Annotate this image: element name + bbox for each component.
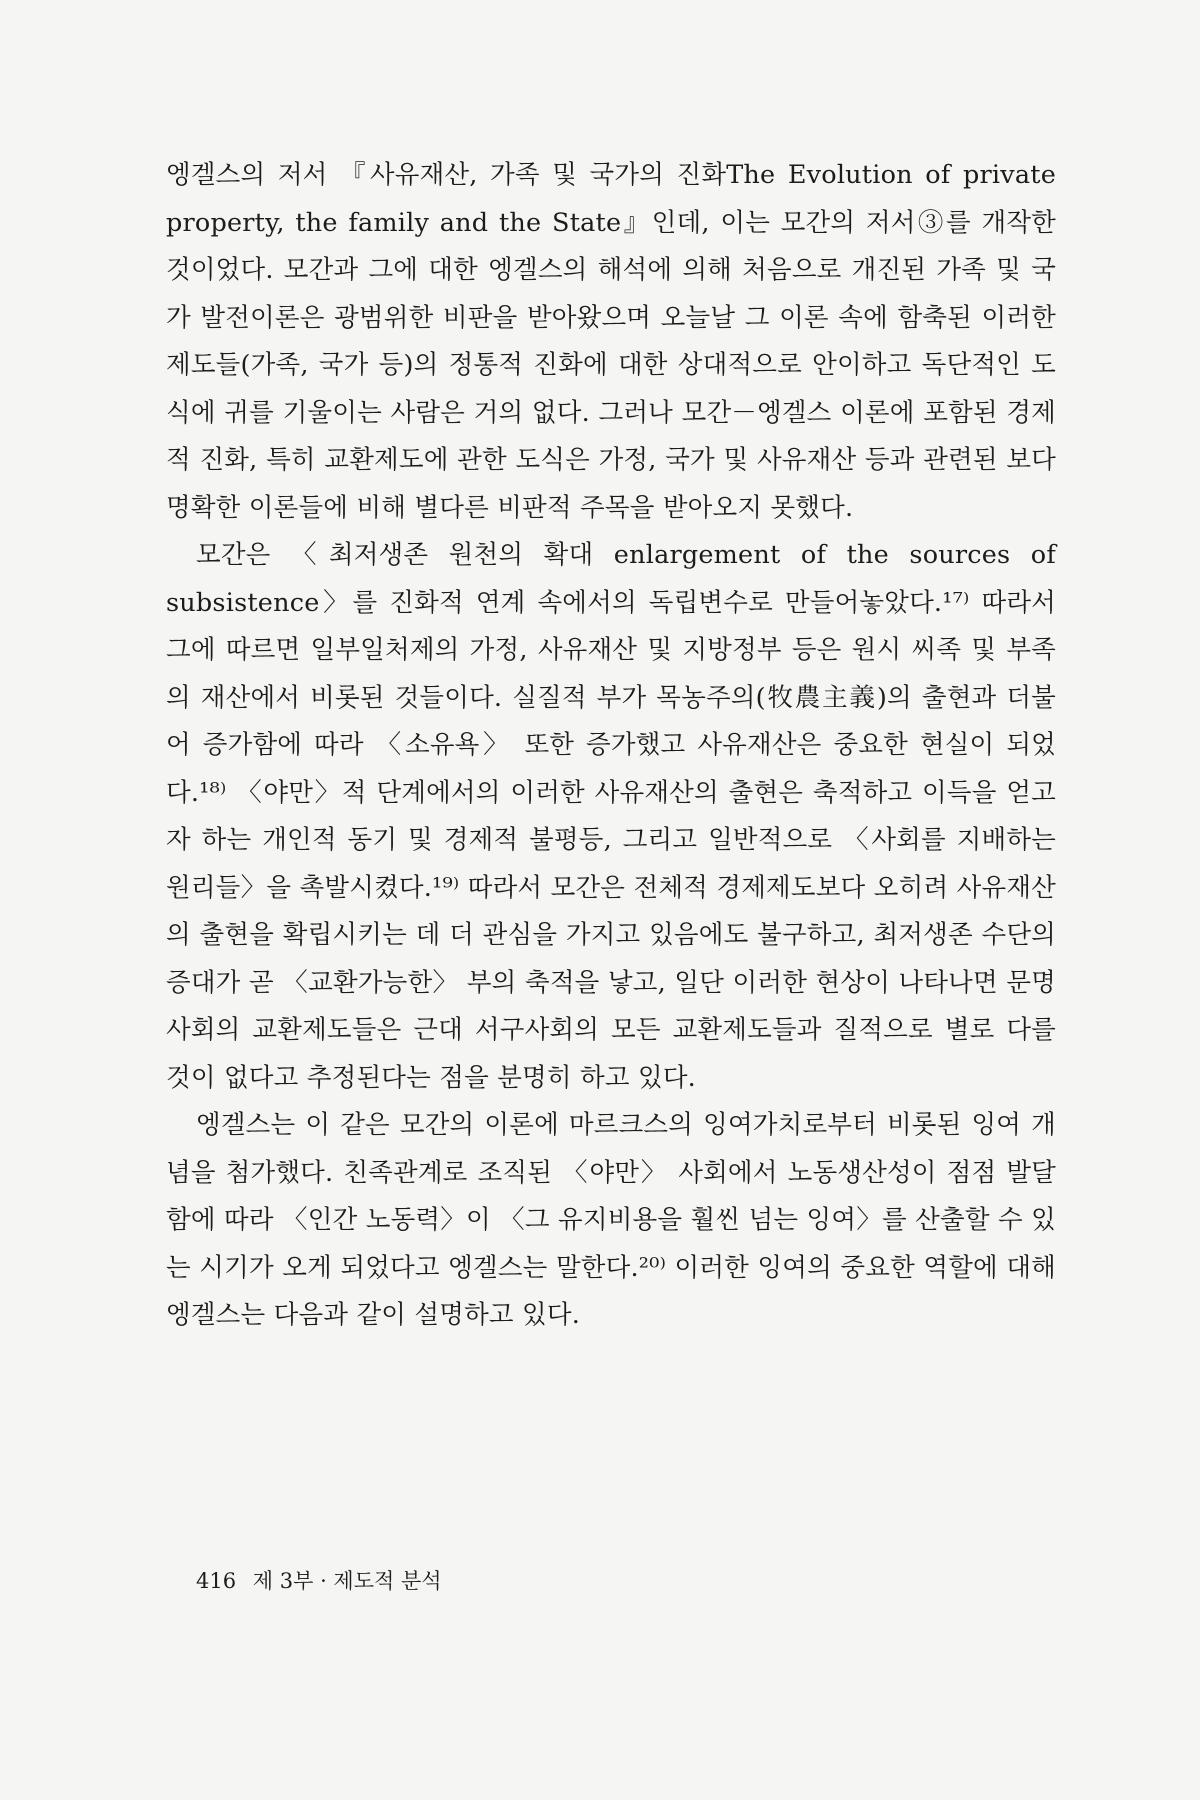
paragraph-3: 엥겔스는 이 같은 모간의 이론에 마르크스의 잉여가치로부터 비롯된 잉여 개념을 첨가했다. 친족관계로 조직된 〈야만〉 사회에서 노동생산성이 점점 발달함에 따라 〈인간 노동력〉이 〈그 유지비용을 훨씬 넘는 잉여〉를 산출할 수 있는 시기가 오게 되었다고 엥겔스는 말한다.²⁰⁾ 이러한 잉여의 중요한 역할에 대해 엥겔스는 다음과 같이 설명하고 있다.	[166, 1110, 1056, 1330]
page-footer	[196, 1565, 442, 1595]
running-title: 제 3부 · 제도적 분석	[252, 1569, 442, 1593]
page-number: 416	[196, 1569, 237, 1593]
paragraph-2: 모간은 〈최저생존 원천의 확대 enlargement of the sources of subsistence〉를 진화적 연계 속에서의 독립변수로 만들어놓았다.¹⁷⁾ 따라서 그에 따르면 일부일처제의 가정, 사유재산 및 지방정부 등은 원시 씨족 및 부족의 재산에서 비롯된 것들이다. 실질적 부가 목농주의(牧農主義)의 출현과 더불어 증가함에 따라 〈소유욕〉 또한 증가했고 사유재산은 중요한 현실이 되었다.¹⁸⁾ 〈야만〉적 단계에서의 이러한 사유재산의 출현은 축적하고 이득을 얻고자 하는 개인적 동기 및 경제적 불평등, 그리고 일반적으로 〈사회를 지배하는 원리들〉을 촉발시켰다.¹⁹⁾ 따라서 모간은 전체적 경제제도보다 오히려 사유재산의 출현을 확립시키는 데 더 관심을 가지고 있음에도 불구하고, 최저생존 수단의 증대가 곧 〈교환가능한〉 부의 축적을 낳고, 일단 이러한 현상이 나타나면 문명사회의 교환제도들은 근대 서구사회의 모든 교환제도들과 질적으로 별로 다를 것이 없다고 추정된다는 점을 분명히 하고 있다.	[166, 540, 1056, 1093]
paragraph-1: 엥겔스의 저서 『사유재산, 가족 및 국가의 진화The Evolution of private property, the family and the State』인데, 이는 모간의 저서③를 개작한 것이었다. 모간과 그에 대한 엥겔스의 해석에 의해 처음으로 개진된 가족 및 국가 발전이론은 광범위한 비판을 받아왔으며 오늘날 그 이론 속에 함축된 이러한 제도들(가족, 국가 등)의 정통적 진화에 대한 상대적으로 안이하고 독단적인 도식에 귀를 기울이는 사람은 거의 없다. 그러나 모간－엥겔스 이론에 포함된 경제적 진화, 특히 교환제도에 관한 도식은 가정, 국가 및 사유재산 등과 관련된 보다 명확한 이론들에 비해 별다른 비판적 주목을 받아오지 못했다.	[166, 160, 1056, 523]
body-text	[166, 152, 1056, 1340]
